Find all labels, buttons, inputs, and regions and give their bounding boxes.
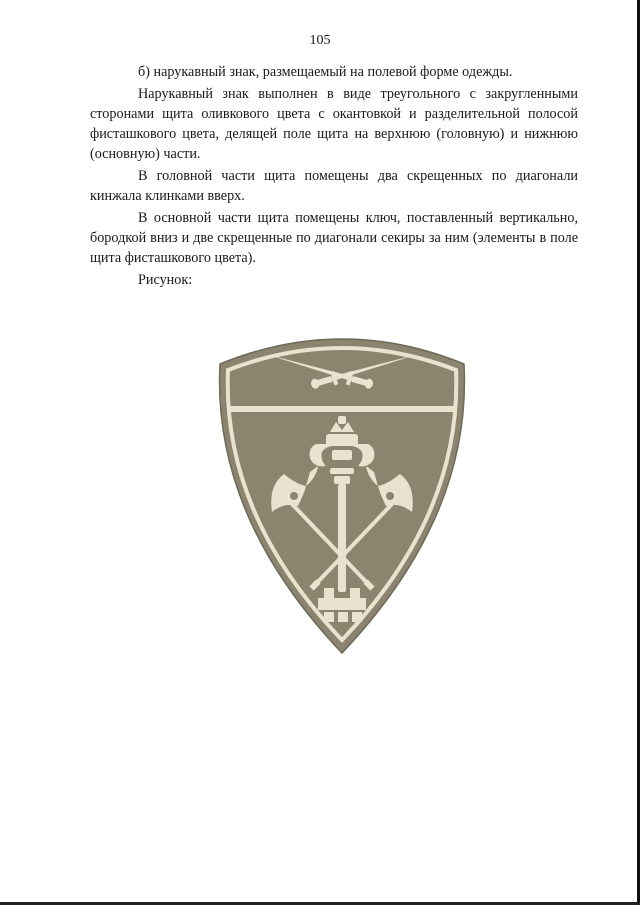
paragraph-head-part: В головной части щита помещены два скрещенных по диагонали кинжала клинками вверх. xyxy=(90,168,578,204)
paragraph-shield-description: Нарукавный знак выполнен в виде треугольного с закругленными сторонами щита оливкового цвета с окантовкой и разделительной полосой фисташкового цвета, делящей поле щита на верхнюю (головную) и нижнюю (основную) части. xyxy=(90,86,578,162)
sleeve-emblem-figure xyxy=(214,326,470,656)
shield-emblem xyxy=(214,326,470,656)
document-text xyxy=(90,62,578,292)
dividing-band xyxy=(228,406,456,412)
page-number: 105 xyxy=(309,33,331,48)
paragraph-figure-caption: Рисунок: xyxy=(138,272,193,288)
paragraph-main-part: В основной части щита помещены ключ, поставленный вертикально, бородкой вниз и две скрещенные по диагонали секиры за ним (элементы в поле щита фисташкового цвета). xyxy=(90,210,578,266)
paragraph-intro: б) нарукавный знак, размещаемый на полевой форме одежды. xyxy=(138,64,513,80)
